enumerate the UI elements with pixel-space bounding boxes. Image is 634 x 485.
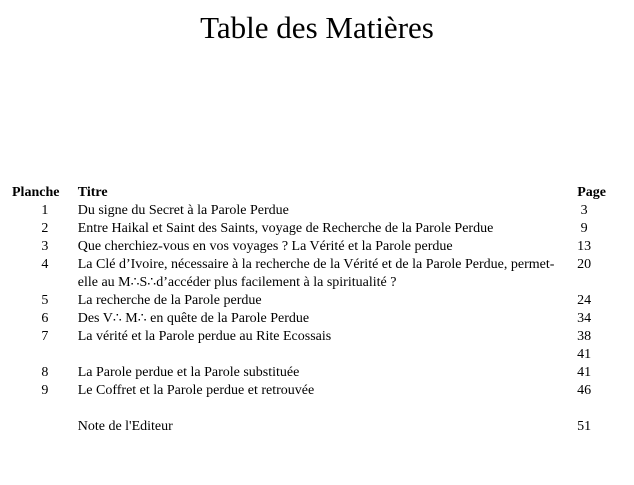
- table-of-contents: [12, 184, 612, 436]
- row-page: 46: [577, 383, 592, 398]
- toc-row: [12, 220, 612, 238]
- row-number: 1: [41, 203, 49, 218]
- row-title: Entre Haikal et Saint des Saints, voyage de Recherche de la Parole Perdue: [77, 221, 494, 236]
- row-title: [78, 346, 557, 364]
- row-title: Des V∴ M∴ en quête de la Parole Perdue: [77, 311, 310, 326]
- note-row: [12, 418, 612, 436]
- row-number: [12, 346, 78, 364]
- toc-row: [12, 202, 612, 220]
- note-number: [12, 418, 78, 436]
- row-title: Le Coffret et la Parole perdue et retrouvée: [77, 383, 315, 398]
- row-title: Du signe du Secret à la Parole Perdue: [77, 203, 289, 218]
- row-title: La Clé d’Ivoire, nécessaire à la recherche de la Vérité et de la Parole Perdue, permet-elle au M∴S∴d’accéder plus facilement à la spiritualité ?: [77, 257, 555, 290]
- toc-row: [12, 310, 612, 328]
- spacer-cell: [12, 400, 78, 418]
- toc-row: [12, 238, 612, 256]
- toc-row: [12, 256, 612, 292]
- spacer-cell: [556, 400, 612, 418]
- spacer-cell: [78, 400, 557, 418]
- toc-row: [12, 292, 612, 310]
- row-page: 9: [580, 221, 588, 236]
- page-title: Table des Matières: [200, 10, 434, 45]
- row-title: La recherche de la Parole perdue: [77, 293, 262, 308]
- row-page: 13: [577, 239, 592, 254]
- row-title: La vérité et la Parole perdue au Rite Ecossais: [77, 329, 332, 344]
- header-row: [12, 184, 612, 202]
- row-page: 20: [577, 257, 592, 272]
- header-page: Page: [577, 185, 606, 200]
- row-number: 4: [41, 257, 49, 272]
- row-page: 41: [577, 365, 592, 380]
- toc-row: [12, 328, 612, 346]
- header-planche: Planche: [12, 185, 60, 200]
- toc-row: [12, 364, 612, 382]
- row-page: 3: [580, 203, 588, 218]
- row-title: Que cherchiez-vous en vos voyages ? La Vérité et la Parole perdue: [77, 239, 453, 254]
- row-number: 2: [41, 221, 49, 236]
- row-number: 7: [41, 329, 49, 344]
- header-titre: Titre: [77, 185, 108, 200]
- toc-row: [12, 346, 612, 364]
- row-page: 41: [577, 347, 592, 362]
- note-title: Note de l'Editeur: [77, 419, 173, 434]
- toc-row: [12, 382, 612, 400]
- note-page: 51: [577, 419, 592, 434]
- row-number: 5: [41, 293, 49, 308]
- spacer-row: [12, 400, 612, 418]
- row-page: 24: [577, 293, 592, 308]
- row-number: 9: [41, 383, 49, 398]
- row-number: 3: [41, 239, 49, 254]
- row-page: 34: [577, 311, 592, 326]
- row-page: 38: [577, 329, 592, 344]
- row-number: 8: [41, 365, 49, 380]
- row-number: 6: [41, 311, 49, 326]
- row-title: La Parole perdue et la Parole substituée: [77, 365, 300, 380]
